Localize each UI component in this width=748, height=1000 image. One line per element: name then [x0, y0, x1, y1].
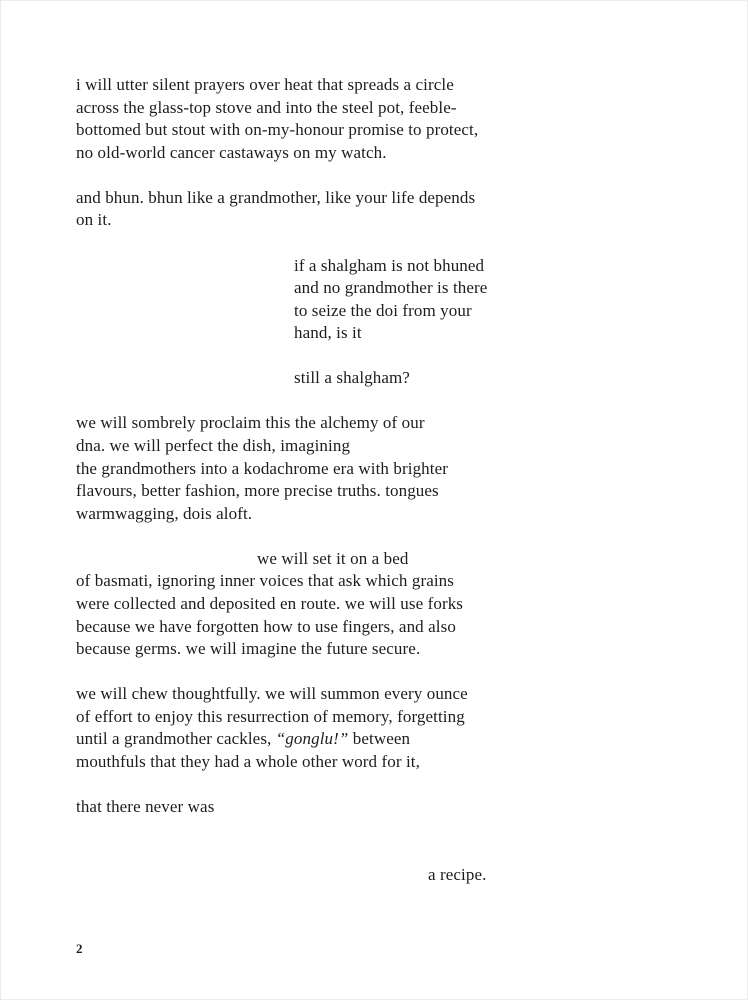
poem-line-segment: because we have forgotten how to use fingers, and also [76, 616, 456, 636]
stanza [76, 412, 716, 525]
poem-line-segment: dna. we will perfect the dish, imagining [76, 436, 351, 455]
poem-line [76, 570, 716, 593]
poem-line-segment: no old-world cancer castaways on my watch. [76, 142, 387, 162]
poem-line [76, 435, 716, 458]
stanza [76, 74, 716, 164]
poem-line-segment: to seize the doi from your [294, 300, 472, 320]
poem-line-segment-italic: “gonglu!” [275, 729, 349, 749]
poem-line-segment: of effort to enjoy this resurrection of memory, forgetting [76, 706, 465, 726]
poem-line-segment: still a shalgham? [294, 368, 410, 388]
poem-line-segment: i will utter silent prayers over heat that spreads a circle [76, 75, 454, 94]
poem-line-segment: and bhun. bhun like a grandmother, like your life depends [76, 187, 476, 207]
poem-line-segment: a recipe. [428, 864, 487, 884]
poem-line [76, 503, 716, 526]
stanza-break [76, 525, 716, 548]
poem-line-segment: were collected and deposited en route. we will use forks [76, 593, 464, 613]
stanza [76, 187, 716, 232]
poem-line [76, 119, 716, 142]
poem-line-segment: on it. [76, 210, 112, 230]
poem-line [76, 367, 716, 390]
stanza-break [76, 773, 716, 796]
poem-line-segment: bottomed but stout with on-my-honour promise to protect, [76, 120, 479, 140]
poem-line-segment: if a shalgham is not bhuned [294, 255, 485, 275]
stanza-break [76, 345, 716, 368]
poem-line [76, 728, 716, 751]
poem-line [76, 322, 716, 345]
poem-line [76, 412, 716, 435]
poem-line-segment: between [348, 729, 411, 749]
stanza-break [76, 819, 716, 842]
poem-line [76, 796, 716, 819]
poem-line [76, 255, 716, 278]
poem-line [76, 751, 716, 774]
poem-line [76, 187, 716, 210]
stanza-break [76, 390, 716, 413]
poem-line [76, 74, 716, 97]
poem-line-segment: and no grandmother is there [294, 278, 488, 298]
poem-line [76, 458, 716, 481]
stanza [76, 796, 716, 819]
poem-line [76, 548, 716, 571]
poem-line [76, 480, 716, 503]
poem-line-segment: we will chew thoughtfully. we will summon every ounce [76, 684, 468, 704]
stanza [76, 864, 716, 887]
poem-line [76, 142, 716, 165]
poem-line-segment: that there never was [76, 797, 215, 816]
stanza-break [76, 164, 716, 187]
poem-line [76, 97, 716, 120]
stanza-break [76, 841, 716, 864]
poem-line [76, 638, 716, 661]
poem-line-segment: because germs. we will imagine the future secure. [76, 639, 421, 659]
stanza [76, 548, 716, 661]
poem-line-segment: flavours, better fashion, more precise truths. tongues [76, 481, 439, 501]
poem-line-segment: across the glass-top stove and into the steel pot, feeble- [76, 97, 457, 117]
poem-line-segment: the grandmothers into a kodachrome era with brighter [76, 458, 448, 478]
poem-line [76, 706, 716, 729]
poem-line-segment: hand, is it [294, 323, 362, 343]
stanza [76, 255, 716, 345]
stanza-break [76, 661, 716, 684]
poem-line-segment: mouthfuls that they had a whole other word for it, [76, 751, 420, 771]
page-number: 2 [76, 941, 83, 956]
poem-line [76, 864, 716, 887]
stanza [76, 683, 716, 773]
poem-line [76, 277, 716, 300]
poem-line [76, 616, 716, 639]
poem-line-segment: we will set it on a bed [257, 548, 409, 568]
poem-line [76, 209, 716, 232]
poem-line-segment: we will sombrely proclaim this the alchemy of our [76, 413, 425, 433]
poem-body [76, 74, 716, 886]
poem-line [76, 683, 716, 706]
poem-line [76, 593, 716, 616]
poem-line-segment: until a grandmother cackles, [76, 729, 276, 749]
stanza-break [76, 232, 716, 255]
stanza [76, 367, 716, 390]
poem-line-segment: of basmati, ignoring inner voices that ask which grains [76, 571, 454, 591]
poem-line [76, 300, 716, 323]
poem-line-segment: warmwagging, dois aloft. [76, 503, 253, 523]
